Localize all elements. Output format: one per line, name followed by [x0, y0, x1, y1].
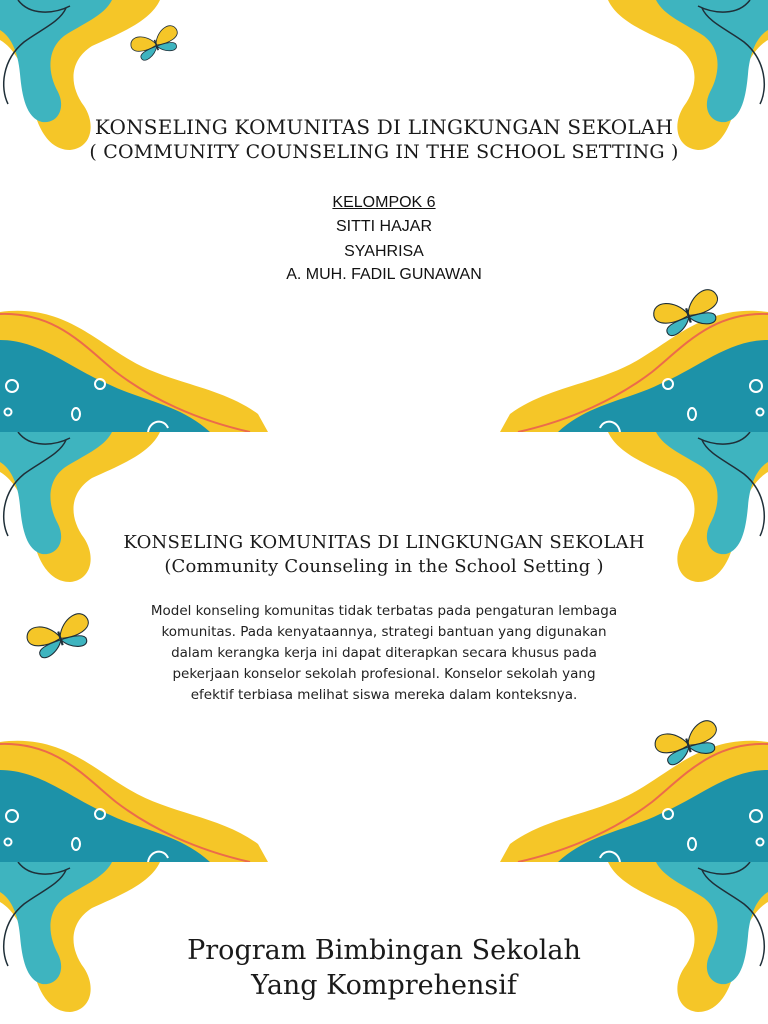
section-subtitle: Yang Komprehensif — [251, 970, 517, 1001]
cover-title: KONSELING KOMUNITAS DI LINGKUNGAN SEKOLAH — [94, 115, 674, 139]
member-name: SITTI HAJAR — [335, 218, 432, 235]
content-title: KONSELING KOMUNITAS DI LINGKUNGAN SEKOLAH — [123, 532, 645, 553]
cover-subtitle: ( COMMUNITY COUNSELING IN THE SCHOOL SETTING ) — [89, 141, 679, 163]
member-name: A. MUH. FADIL GUNAWAN — [286, 266, 482, 283]
member-name: SYAHRISA — [344, 243, 424, 260]
wave-ornament-icon — [500, 741, 768, 862]
content-slide — [0, 432, 768, 862]
section-title: Program Bimbingan Sekolah — [187, 935, 581, 966]
section-slide — [0, 862, 768, 1024]
content-subtitle: (Community Counseling in the School Setting ) — [164, 556, 604, 577]
cover-slide — [0, 0, 768, 432]
wave-ornament-icon — [500, 311, 768, 432]
butterfly-icon — [25, 611, 95, 661]
wave-ornament-icon — [0, 741, 268, 862]
butterfly-icon — [129, 24, 183, 64]
wave-ornament-icon — [0, 311, 268, 432]
group-label: KELOMPOK 6 — [332, 194, 436, 211]
content-body: Model konseling komunitas tidak terbatas pada pengaturan lembaga komunitas. Pada kenyataannya, strategi bantuan yang digunakan dalam kerangka kerja ini dapat diterapkan secara khusus pada pekerjaan konselor sekolah profesional. Konselor sekolah yang efektif terbiasa melihat siswa mereka dalam konteksnya. — [150, 603, 618, 703]
